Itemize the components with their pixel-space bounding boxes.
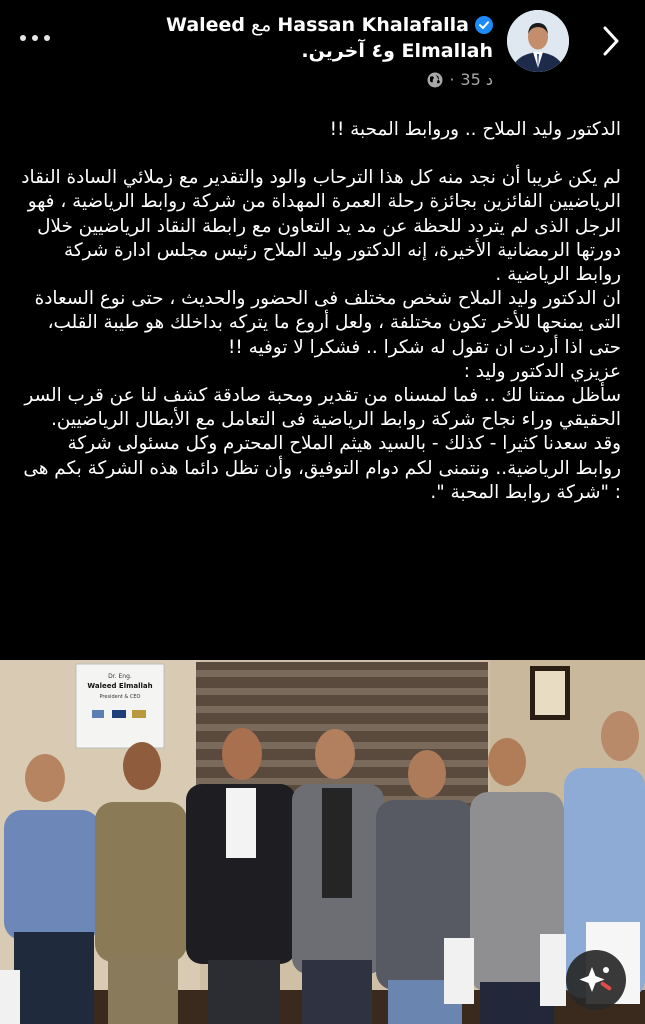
post-text xyxy=(21,118,621,505)
post-paragraph: عزيزي الدكتور وليد : xyxy=(463,360,621,382)
post-title: الدكتور وليد الملاح .. وروابط المحبة !! xyxy=(329,119,621,140)
post-header xyxy=(0,0,645,100)
sparkle-edit-icon xyxy=(566,950,626,1010)
post-time[interactable]: 35 د xyxy=(460,70,493,89)
post-author-line xyxy=(166,10,493,40)
tagged-name[interactable]: Waleed xyxy=(166,14,246,36)
post-paragraph: سأظل ممتنا لك .. فما لمسناه من تقدير ومحبة صادقة كشف لنا عن قرب السر الحقيقي وراء نجاح شركة روابط الرياضية فى التعامل مع الأبطال الرياضيين. xyxy=(24,385,621,431)
avatar[interactable] xyxy=(507,10,569,72)
more-horiz-icon xyxy=(20,35,26,41)
group-photo-illustration xyxy=(0,660,645,1024)
post-meta xyxy=(427,70,493,89)
tagged-others[interactable]: Elmallah و٤ آخرين. xyxy=(301,40,493,62)
more-options-button[interactable] xyxy=(20,28,60,48)
post-paragraph: ان الدكتور وليد الملاح شخص مختلف فى الحضور والحديث ، حتى نوع السعادة التى يمنحها للأخر تكون مختلفة ، ولعل أروع ما يتركه بداخلك هو طيبة القلب، حتى اذا أردت ان تقول له شكرا .. فشكرا لا توفيه !! xyxy=(34,288,621,358)
author-name[interactable]: Hassan Khalafalla xyxy=(277,14,469,36)
with-word: مع xyxy=(251,14,272,36)
verified-badge-icon xyxy=(475,16,493,34)
globe-icon[interactable] xyxy=(427,72,443,88)
post-paragraph: وقد سعدنا كثيرا - كذلك - بالسيد هيثم الملاح المحترم وكل مسئولى شركة روابط الرياضية.. ونتمنى لكم دوام التوفيق، وأن تظل دائما هذه الشركة بكم هى : "شركة روابط المحبة ". xyxy=(23,433,621,503)
edit-fab-button[interactable] xyxy=(566,950,626,1010)
post-photo[interactable] xyxy=(0,660,645,1024)
chevron-right-icon[interactable] xyxy=(599,24,623,58)
plaque-line: Dr. Eng. xyxy=(108,673,132,680)
post-paragraph: لم يكن غريبا أن نجد منه كل هذا الترحاب والود والتقدير مع زملائي السادة النقاد الرياضيين الفائزين بجائزة رحلة العمرة المهداة من شركة روابط الرياضية ، فهو الرجل الذى لم يتردد للحظة عن مد يد التعاون مع رابطة النقاد الرياضيين خلال دورتها الرمضانية الأخيرة، إنه الدكتور وليد الملاح رئيس مجلس ادارة شركة روابط الرياضية . xyxy=(21,167,621,286)
plaque-line: Waleed Elmallah xyxy=(87,682,153,690)
post-separator: · xyxy=(449,70,455,89)
plaque-line: President & CEO xyxy=(99,694,141,700)
